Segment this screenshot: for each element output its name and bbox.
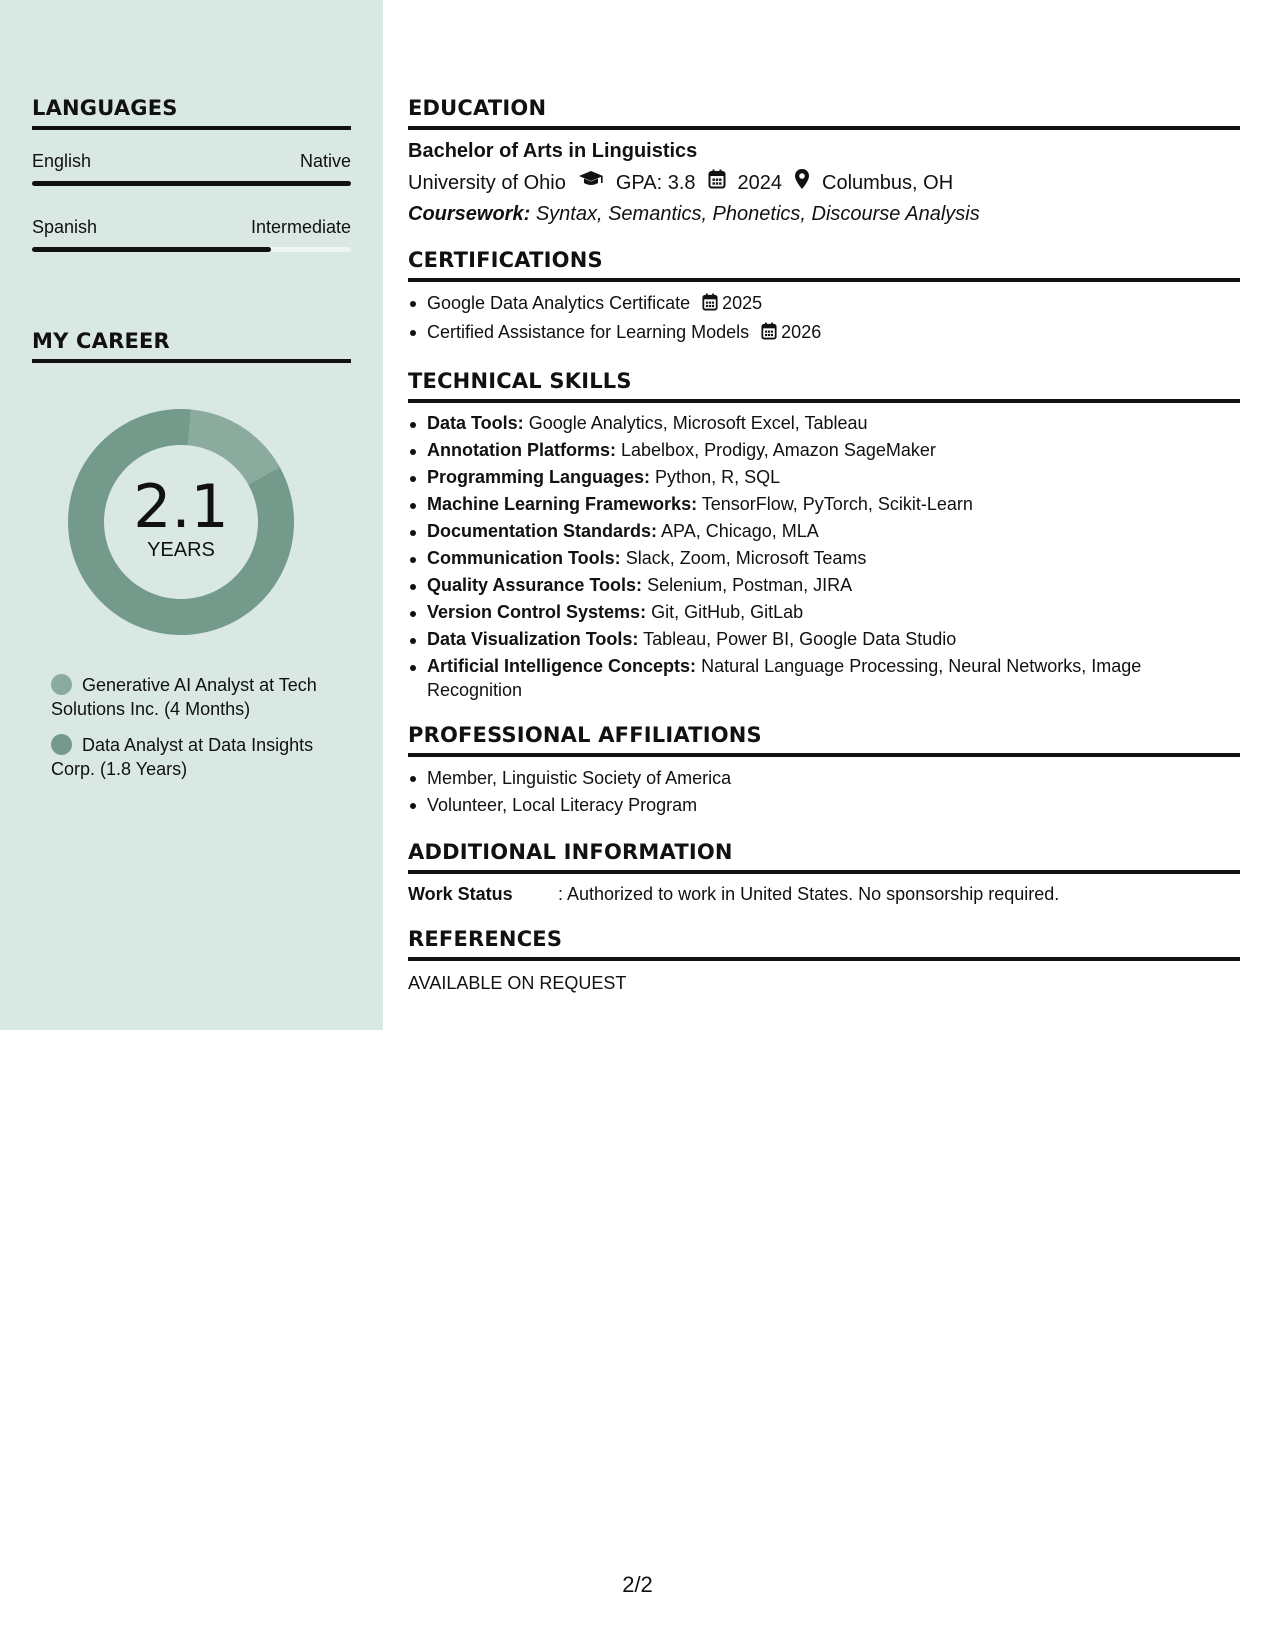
list-item [408,519,1240,543]
skill-values: Git, GitHub, GitLab [651,602,804,622]
certification-name: Google Data Analytics Certificate [427,293,691,313]
education-location: Columbus, OH [822,171,954,194]
list-item: Member, Linguistic Society of America [408,765,1240,792]
list-item [408,438,1240,462]
certification-year: 2025 [722,293,763,313]
degree: Bachelor of Arts in Linguistics [408,140,698,162]
language-spanish [32,216,351,252]
certification-name: Certified Assistance for Learning Models [427,322,750,342]
list-item [408,546,1240,570]
language-bar [32,247,351,252]
career-legend-item [51,733,341,781]
language-english [32,150,351,186]
skill-values: Natural Language Processing, Neural Networks, Image Recognition [427,656,1142,700]
page-number: 2/2 [622,1572,653,1597]
sidebar-content [32,95,351,781]
skill-category: Documentation Standards: [427,521,658,541]
skill-values: Selenium, Postman, JIRA [647,575,853,595]
skill-values: Slack, Zoom, Microsoft Teams [625,548,867,568]
skill-category: Programming Languages: [427,467,651,487]
career-legend-item [51,673,341,721]
language-bar-fill [32,247,271,252]
skill-category: Machine Learning Frameworks: [427,494,698,514]
main-content [408,95,1240,995]
language-name: English [32,151,92,171]
coursework-list: Syntax, Semantics, Phonetics, Discourse Analysis [535,203,980,225]
technical-skills-list [408,411,1240,702]
coursework [408,201,1240,227]
certifications-title: CERTIFICATIONS [408,247,1240,282]
work-status-value: : Authorized to work in United States. No sponsorship required. [558,884,1060,904]
work-status-row [408,882,1240,906]
calendar-icon [702,292,718,319]
skill-category: Artificial Intelligence Concepts: [427,656,697,676]
graduation-year: 2024 [737,171,783,194]
list-item [408,319,1240,348]
affiliations-title: PROFESSIONAL AFFILIATIONS [408,722,1240,757]
references-text: AVAILABLE ON REQUEST [408,973,627,993]
technical-skills-title: TECHNICAL SKILLS [408,368,1240,403]
language-level: Intermediate [250,217,351,237]
list-item [408,411,1240,435]
graduation-cap-icon [578,169,604,196]
certifications-list [408,290,1240,348]
list-item [408,290,1240,319]
career-total-unit: YEARS [147,539,215,561]
calendar-icon [761,321,777,348]
language-name: Spanish [32,217,98,237]
list-item [408,465,1240,489]
list-item: Volunteer, Local Literacy Program [408,792,1240,819]
affiliations-list [408,765,1240,819]
legend-dot [51,674,72,695]
skill-category: Communication Tools: [427,548,621,568]
gpa: GPA: 3.8 [615,171,696,194]
skill-category: Data Visualization Tools: [427,629,639,649]
list-item [408,573,1240,597]
coursework-label: Coursework: [408,203,531,225]
language-bar-fill [32,181,351,186]
career-donut-chart [66,407,296,637]
skill-category: Annotation Platforms: [427,440,616,460]
skill-values: Labelbox, Prodigy, Amazon SageMaker [621,440,936,460]
career-legend-label: Data Analyst at Data Insights Corp. (1.8 Years) [51,735,314,779]
list-item [408,627,1240,651]
languages-title: LANGUAGES [32,95,351,130]
skill-category: Quality Assurance Tools: [427,575,643,595]
skill-values: Python, R, SQL [655,467,781,487]
donut-center [66,407,296,637]
references-title: REFERENCES [408,926,1240,961]
legend-dot [51,734,72,755]
skill-category: Data Tools: [427,413,524,433]
list-item [408,654,1240,702]
career-legend-label: Generative AI Analyst at Tech Solutions Inc. (4 Months) [51,675,317,719]
work-status-label: Work Status [408,884,513,904]
skill-values: TensorFlow, PyTorch, Scikit-Learn [701,494,973,514]
language-bar [32,181,351,186]
career-title: MY CAREER [32,328,351,363]
sidebar [0,0,383,1030]
skill-values: APA, Chicago, MLA [661,521,819,541]
school-name: University of Ohio [408,171,566,194]
career-total-years: 2.1 [133,472,229,542]
skill-values: Tableau, Power BI, Google Data Studio [643,629,957,649]
calendar-icon [708,169,726,196]
career-legend [51,673,341,781]
list-item [408,600,1240,624]
language-level: Native [299,151,351,171]
certification-year: 2026 [781,322,822,342]
skill-values: Google Analytics, Microsoft Excel, Tableau [528,413,868,433]
skill-category: Version Control Systems: [427,602,647,622]
education-title: EDUCATION [408,95,1240,130]
list-item [408,492,1240,516]
additional-info-title: ADDITIONAL INFORMATION [408,839,1240,874]
location-pin-icon [794,168,810,197]
education-details [408,168,1240,197]
